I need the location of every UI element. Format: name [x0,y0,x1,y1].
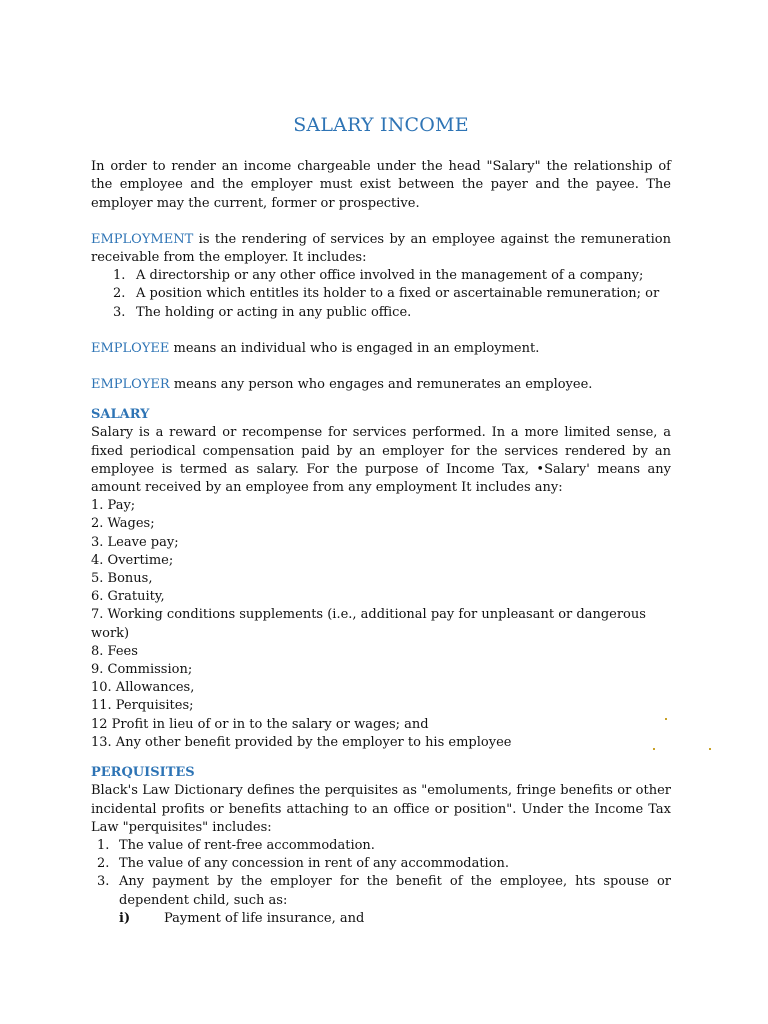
employee-text: means an individual who is engaged in an employment. [169,340,540,356]
list-item: i) Payment of life insurance, and [119,910,365,926]
salary-paragraph: Salary is a reward or recompense for services performed. In a more limited sense, a fixed periodical compensation paid by an employer for the services rendered by an employee is termed as salary. For the purpose of Income Tax, •Salary' means any amount received by an employee from any employment It includes any: [91,425,671,496]
list-item: 13. Any other benefit provided by the employer to his employee [91,734,512,750]
perquisites-sub-list [91,910,671,928]
list-item: 9. Commission; [91,662,193,678]
list-item: 2. The value of any concession in rent of any accommodation. [97,856,510,872]
employee-term: EMPLOYEE [91,340,170,356]
perquisites-paragraph: Black's Law Dictionary defines the perquisites as "emoluments, fringe benefits or other incidental profits or benefits attaching to an office or position". Under the Income Tax Law "perquisites" includes: [91,783,671,835]
speck-mark [665,718,667,720]
employer-definition [91,376,671,394]
list-item: 8. Fees [91,643,138,659]
employee-definition [91,340,671,358]
speck-mark [709,748,711,750]
list-item: 3. Leave pay; [91,534,179,550]
list-item: 2. Wages; [91,516,155,532]
list-item: 5. Bonus, [91,571,153,587]
employer-text: means any person who engages and remunerates an employee. [169,377,593,393]
employment-definition [91,231,671,267]
page-title: SALARY INCOME [293,114,469,136]
list-item: 2. A position which entitles its holder to a fixed or ascertainable remuneration; or [113,286,660,302]
list-item: 10. Allowances, [91,680,195,696]
employment-term: EMPLOYMENT [91,231,194,247]
list-item: 12 Profit in lieu of or in to the salary or wages; and [91,716,429,732]
salary-list [91,497,671,752]
list-item: 6. Gratuity, [91,589,165,605]
employment-text: is the rendering of services by an employee against the remuneration receivable from the employer. It includes: [91,231,671,266]
employment-list [91,267,671,322]
list-item: 1. The value of rent-free accommodation. [97,837,375,853]
perquisites-heading: PERQUISITES [91,765,195,781]
salary-heading: SALARY [91,407,150,423]
speck-mark [653,748,655,750]
list-item: 1. A directorship or any other office involved in the management of a company; [113,268,644,284]
list-item: 4. Overtime; [91,552,174,568]
intro-paragraph: In order to render an income chargeable under the head "Salary" the relationship of the employee and the employer must exist between the payer and the payee. The employer may the current, former or prospective. [91,159,671,211]
employer-term: EMPLOYER [91,377,170,393]
list-item: 3. The holding or acting in any public office. [113,304,412,320]
list-item: 7. Working conditions supplements (i.e., additional pay for unpleasant or dangerous work) [91,607,646,641]
list-item: 11. Perquisites; [91,698,194,714]
perquisites-list [91,837,671,910]
list-item: 3. Any payment by the employer for the benefit of the employee, hts spouse or dependent child, such as: [97,874,671,908]
list-item: 1. Pay; [91,498,136,514]
